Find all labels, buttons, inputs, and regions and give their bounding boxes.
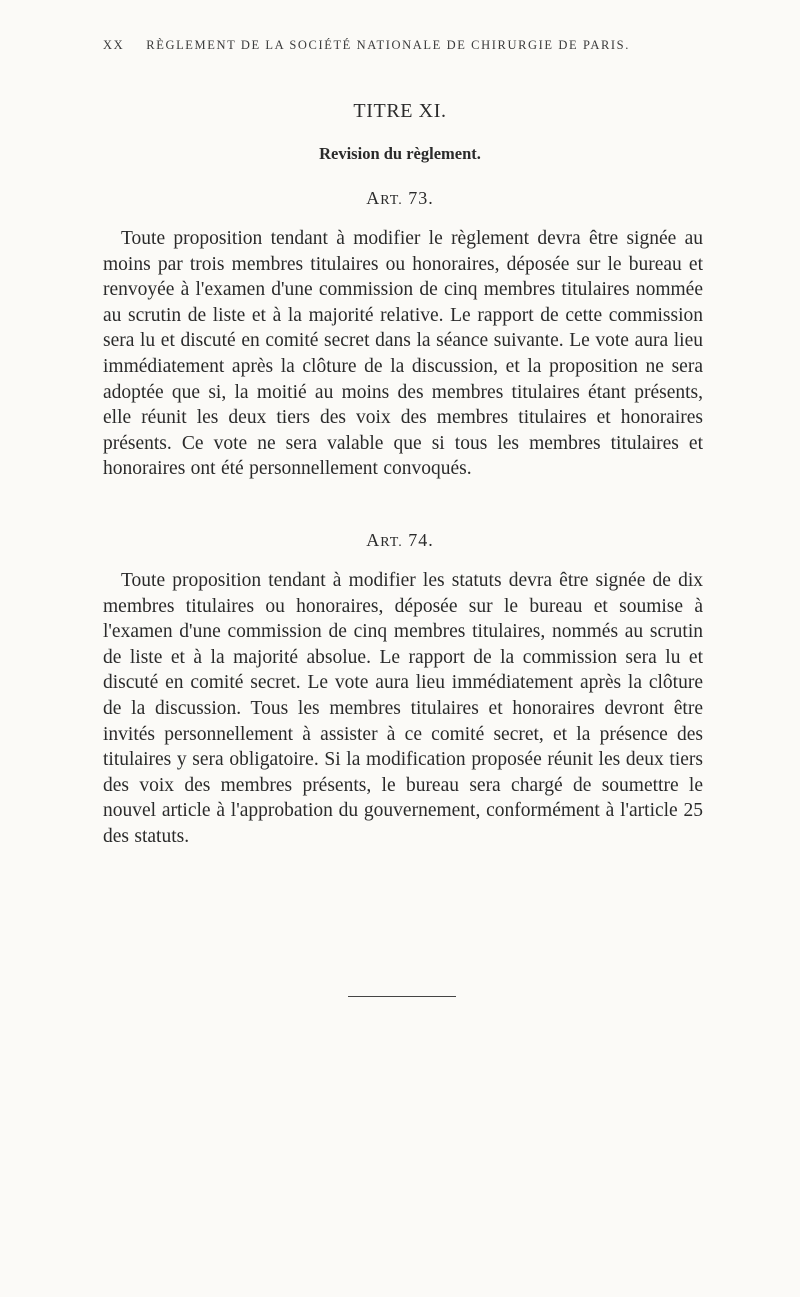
section-subtitle: Revision du règlement.	[319, 144, 481, 163]
article-74-body	[103, 568, 703, 850]
article-74-number: 74.	[408, 530, 434, 550]
article-74-prefix-small: RT.	[380, 535, 403, 550]
article-73-prefix-small: RT.	[380, 193, 403, 208]
article-73-text: Toute proposition tendant à modifier le règlement devra être signée au moins par trois membres titulaires ou honoraires, déposée sur le bureau et renvoyée à l'examen d'une commission de cinq membres titulaires nommée au scrutin de liste et à la majorité relative. Le rapport de cette commission sera lu et discuté en comité secret dans la séance suivante. Le vote aura lieu immédiatement après la clôture de la discussion, et la proposition ne sera adoptée que si, la moitié au moins des membres titulaires étant présents, elle réunit les deux tiers des voix des membres titulaires et honoraires présents. Ce vote ne sera valable que si tous les membres titulaires et honoraires ont été personnellement convoqués.	[103, 228, 703, 480]
page-folio: XX	[103, 38, 125, 52]
article-73-heading	[0, 188, 800, 209]
article-73-number: 73.	[408, 188, 434, 208]
article-73-prefix: A	[366, 188, 381, 208]
section-title: TITRE XI.	[353, 100, 447, 122]
end-rule	[348, 996, 456, 997]
running-title: RÈGLEMENT DE LA SOCIÉTÉ NATIONALE DE CHIRURGIE DE PARIS.	[146, 38, 630, 52]
article-73-body	[103, 226, 703, 482]
article-74-text: Toute proposition tendant à modifier les statuts devra être signée de dix membres titulaires ou honoraires, déposée sur le bureau et soumise à l'examen d'une commission de cinq membres titulaires, nommés au scrutin de liste et à la majorité absolue. Le rapport de la commission sera lu et discuté en comité secret. Le vote aura lieu immédiatement après la clôture de la discussion. Tous les membres titulaires et honoraires devront être invités personnellement à assister à ce comité secret, et la présence des titulaires y sera obligatoire. Si la modification proposée réunit les deux tiers des voix des membres présents, le bureau sera chargé de soumettre le nouvel article à l'approbation du gouvernement, conformément à l'article 25 des statuts.	[103, 570, 703, 847]
running-header	[103, 38, 703, 53]
article-74-heading	[0, 530, 800, 551]
article-74-prefix: A	[366, 530, 381, 550]
